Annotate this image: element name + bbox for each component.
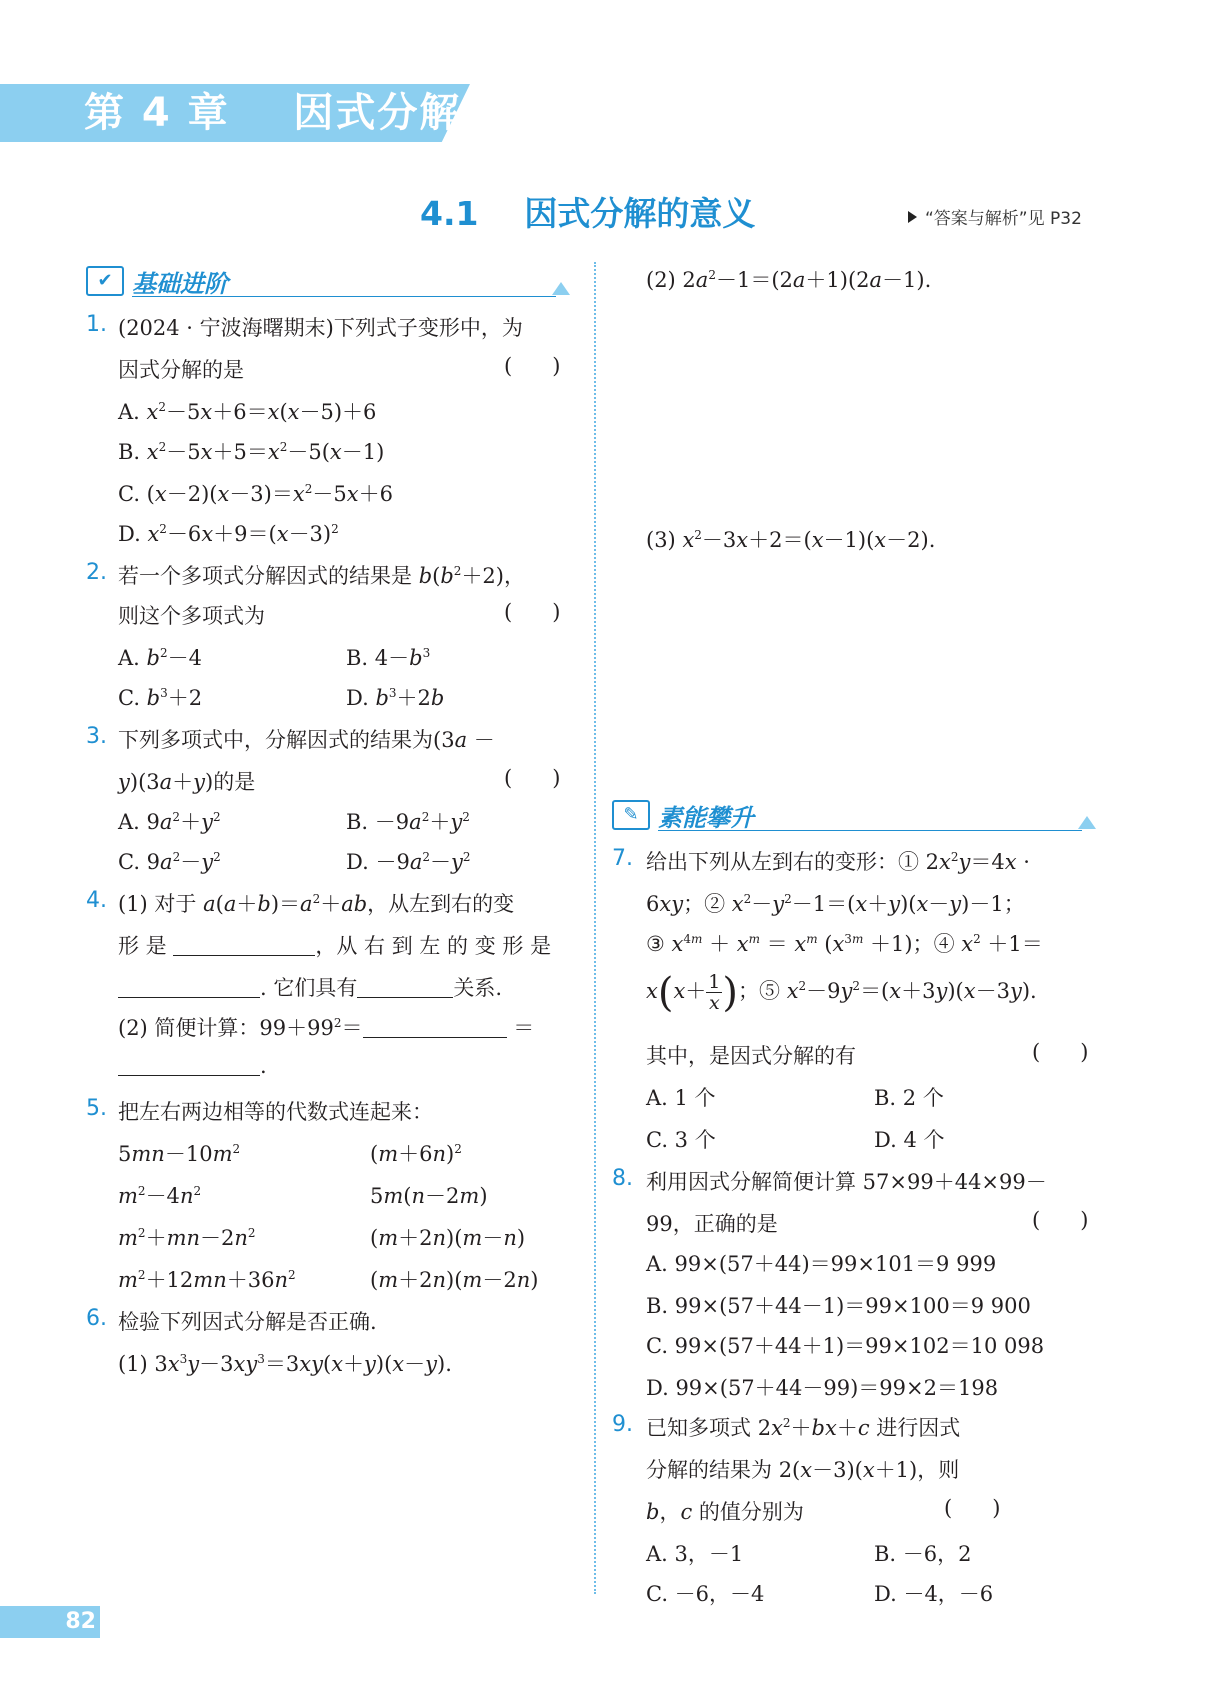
option-d: D. $-9a^2-y^2$	[346, 850, 471, 874]
match-right-item[interactable]: (m＋2n)(m－n)	[370, 1226, 526, 1250]
triangle-icon	[908, 211, 917, 223]
open-book-icon: ✎	[612, 800, 650, 830]
question-stem: 把左右两边相等的代数式连起来：	[118, 1100, 433, 1124]
option-a: A. 99×(57＋44)＝99×101＝9 999	[646, 1252, 997, 1276]
option-c: C. 99×(57＋44＋1)＝99×102＝10 098	[646, 1334, 1045, 1358]
answer-blank[interactable]: ( )	[944, 1496, 1001, 1520]
match-right-item[interactable]: 5m(n－2m)	[370, 1184, 488, 1208]
question-number: 9.	[612, 1412, 633, 1437]
option-c: C. －6，－4	[646, 1582, 765, 1606]
question-stem: . 它们具有 关系.	[118, 972, 502, 1002]
fill-blank[interactable]	[357, 977, 453, 998]
checklist-icon: ✔	[86, 266, 124, 296]
question-stem: .	[118, 1054, 267, 1078]
question-stem: b，c 的值分别为	[646, 1500, 804, 1524]
fill-blank[interactable]	[363, 1017, 507, 1038]
question-stem: 利用因式分解简便计算 57×99＋44×99－	[646, 1170, 1047, 1194]
answer-blank[interactable]: ( )	[504, 600, 561, 624]
question-stem: 因式分解的是	[118, 358, 244, 382]
option-c: C. $(x-2)(x-3)=x^2-5x+6$	[118, 482, 393, 506]
question-stem: (2024 · 宁波海曙期末)下列式子变形中，为	[118, 316, 523, 340]
option-d: D. $x^2-6x+9=(x-3)^2$	[118, 522, 339, 546]
question-stem: 分解的结果为 2(x－3)(x＋1)，则	[646, 1458, 960, 1482]
chapter-title: 第 4 章 因式分解	[84, 90, 462, 136]
question-number: 7.	[612, 846, 633, 871]
sub-question: (3) $x^2-3x+2=(x-1)(x-2)$.	[646, 528, 936, 552]
answer-blank[interactable]: ( )	[1032, 1208, 1089, 1232]
question-stem: (1) 对于 $a(a+b)=a^2+ab$，从左到右的变	[118, 892, 515, 916]
option-b: B. －6，2	[874, 1542, 972, 1566]
question-stem: 形 是 ，从 右 到 左 的 变 形 是	[118, 934, 552, 958]
match-left-item[interactable]: $m^2-4n^2$	[118, 1184, 202, 1208]
option-b: B. 99×(57＋44－1)＝99×100＝9 900	[646, 1294, 1031, 1318]
question-stem: (2) 简便计算：$99+99^2=$ ＝	[118, 1016, 535, 1040]
question-stem: 下列多项式中，分解因式的结果为(3a －	[118, 728, 495, 752]
sub-question: (2) $2a^2-1=(2a+1)(2a-1)$.	[646, 268, 932, 292]
answer-blank[interactable]: ( )	[1032, 1040, 1089, 1064]
option-d: D. $b^3+2b$	[346, 686, 445, 710]
option-b: B. $-9a^2+y^2$	[346, 810, 470, 834]
option-d: D. 4 个	[874, 1128, 945, 1152]
question-stem: 99，正确的是	[646, 1212, 778, 1236]
question-stem: 给出下列从左到右的变形：① $2x^2y=4x$ ·	[646, 850, 1030, 874]
option-b: B. 2 个	[874, 1086, 944, 1110]
question-stem: 则这个多项式为	[118, 604, 265, 628]
answer-blank[interactable]: ( )	[504, 766, 561, 790]
section-heading-basics: ✔ 基础进阶	[86, 264, 576, 300]
page-number: 82	[0, 1606, 100, 1638]
question-stem: 6xy；② $x^2-y^2-1=(x+y)(x-y)-1$；	[646, 892, 1025, 916]
question-stem: 其中，是因式分解的有	[646, 1044, 856, 1068]
sub-question: (1) $3x^3y-3xy^3=3xy(x+y)(x-y)$.	[118, 1352, 452, 1376]
section-heading-advance: ✎ 素能攀升	[612, 798, 1102, 834]
question-number: 5.	[86, 1096, 107, 1121]
option-b: B. $x^2-5x+5=x^2-5(x-1)$	[118, 440, 385, 464]
option-a: A. $x^2-5x+6=x(x-5)+6$	[118, 400, 377, 424]
question-stem: y)(3a＋y)的是	[118, 770, 256, 794]
option-c: C. $b^3+2$	[118, 686, 203, 710]
question-stem: x(x＋ $\frac{1}{x}$ )；⑤ $x^2-9y^2=(x+3y)(x-3y)$.	[646, 970, 1037, 1016]
answer-reference: “答案与解析”见 P32	[908, 204, 1082, 229]
option-b: B. $4-b^3$	[346, 646, 431, 670]
answer-blank[interactable]: ( )	[504, 354, 561, 378]
fill-blank[interactable]	[118, 1055, 260, 1076]
mountain-icon	[1078, 816, 1096, 829]
question-number: 4.	[86, 888, 107, 913]
option-c: C. 3 个	[646, 1128, 716, 1152]
question-stem: 若一个多项式分解因式的结果是 $b(b^2+2)$，	[118, 564, 525, 588]
fill-blank[interactable]	[118, 977, 260, 998]
match-left-item[interactable]: $5mn-10m^2$	[118, 1142, 241, 1166]
option-d: D. 99×(57＋44－99)＝99×2＝198	[646, 1376, 999, 1400]
match-left-item[interactable]: $m^2+mn-2n^2$	[118, 1226, 256, 1250]
question-stem: ③ $x^{4m} + x^m = x^m$ $(x^{3m} +1)$；④ $x^2 +1=$	[646, 932, 1043, 956]
match-right-item[interactable]: $(m+6n)^2$	[370, 1142, 462, 1166]
mountain-icon	[552, 282, 570, 295]
option-d: D. －4，－6	[874, 1582, 994, 1606]
option-a: A. $b^2-4$	[118, 646, 202, 670]
column-divider	[594, 262, 596, 1594]
option-a: A. $9a^2+y^2$	[118, 810, 221, 834]
question-stem: 已知多项式 $2x^2+bx+c$ 进行因式	[646, 1416, 961, 1440]
option-c: C. $9a^2-y^2$	[118, 850, 221, 874]
question-number: 2.	[86, 560, 107, 585]
match-right-item[interactable]: (m＋2n)(m－2n)	[370, 1268, 539, 1292]
question-stem: 检验下列因式分解是否正确.	[118, 1310, 377, 1334]
option-a: A. 1 个	[646, 1086, 716, 1110]
option-a: A. 3，－1	[646, 1542, 744, 1566]
question-number: 3.	[86, 724, 107, 749]
section-title: 4.1 因式分解的意义	[420, 194, 756, 233]
question-number: 6.	[86, 1306, 107, 1331]
fill-blank[interactable]	[173, 935, 315, 956]
question-number: 8.	[612, 1166, 633, 1191]
question-number: 1.	[86, 312, 107, 337]
match-left-item[interactable]: $m^2+12mn+36n^2$	[118, 1268, 296, 1292]
